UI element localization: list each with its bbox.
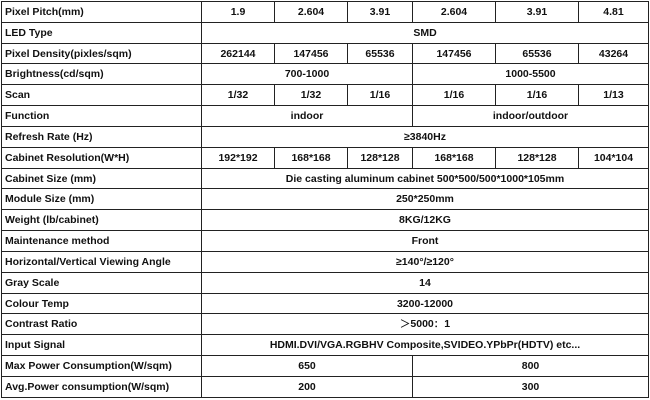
spec-value: 250*250mm bbox=[202, 189, 649, 210]
spec-value: 1/16 bbox=[413, 85, 496, 106]
spec-label: Cabinet Resolution(W*H) bbox=[2, 147, 202, 168]
spec-value: 1/13 bbox=[579, 85, 649, 106]
spec-row bbox=[2, 189, 649, 210]
spec-value: 3200-12000 bbox=[202, 293, 649, 314]
spec-row bbox=[2, 126, 649, 147]
spec-label: Contrast Ratio bbox=[2, 314, 202, 335]
spec-value: 14 bbox=[202, 272, 649, 293]
spec-value: 800 bbox=[413, 356, 649, 377]
spec-value: ＞5000：1 bbox=[202, 314, 649, 335]
spec-row bbox=[2, 147, 649, 168]
spec-row bbox=[2, 64, 649, 85]
spec-value: 147456 bbox=[413, 43, 496, 64]
spec-row bbox=[2, 251, 649, 272]
spec-value: 700-1000 bbox=[202, 64, 413, 85]
spec-label: Function bbox=[2, 106, 202, 127]
spec-value: 300 bbox=[413, 376, 649, 397]
spec-row bbox=[2, 2, 649, 23]
spec-value: 8KG/12KG bbox=[202, 210, 649, 231]
spec-value: 650 bbox=[202, 356, 413, 377]
spec-label: Colour Temp bbox=[2, 293, 202, 314]
spec-value: 1/32 bbox=[275, 85, 348, 106]
spec-value: 1/16 bbox=[496, 85, 579, 106]
spec-value: indoor/outdoor bbox=[413, 106, 649, 127]
spec-value: 168*168 bbox=[275, 147, 348, 168]
spec-row bbox=[2, 293, 649, 314]
spec-value: 2.604 bbox=[275, 2, 348, 23]
spec-value: 3.91 bbox=[348, 2, 413, 23]
spec-value: 262144 bbox=[202, 43, 275, 64]
spec-label: Module Size (mm) bbox=[2, 189, 202, 210]
spec-value: 1.9 bbox=[202, 2, 275, 23]
spec-row bbox=[2, 210, 649, 231]
spec-row bbox=[2, 22, 649, 43]
spec-value: 200 bbox=[202, 376, 413, 397]
spec-row bbox=[2, 231, 649, 252]
spec-label: Maintenance method bbox=[2, 231, 202, 252]
spec-row bbox=[2, 168, 649, 189]
spec-value: 168*168 bbox=[413, 147, 496, 168]
spec-label: Input Signal bbox=[2, 335, 202, 356]
spec-label: Weight (lb/cabinet) bbox=[2, 210, 202, 231]
spec-value: 4.81 bbox=[579, 2, 649, 23]
spec-value: 128*128 bbox=[348, 147, 413, 168]
spec-value: 65536 bbox=[348, 43, 413, 64]
spec-label: Pixel Pitch(mm) bbox=[2, 2, 202, 23]
spec-row bbox=[2, 43, 649, 64]
spec-value: indoor bbox=[202, 106, 413, 127]
spec-value: 128*128 bbox=[496, 147, 579, 168]
spec-row bbox=[2, 272, 649, 293]
spec-value: HDMI.DVI/VGA.RGBHV Composite,SVIDEO.YPbPr(HDTV) etc... bbox=[202, 335, 649, 356]
spec-row bbox=[2, 106, 649, 127]
spec-label: Brightness(cd/sqm) bbox=[2, 64, 202, 85]
spec-label: Max Power Consumption(W/sqm) bbox=[2, 356, 202, 377]
spec-value: Die casting aluminum cabinet 500*500/500*1000*105mm bbox=[202, 168, 649, 189]
spec-value: 43264 bbox=[579, 43, 649, 64]
spec-label: Pixel Density(pixles/sqm) bbox=[2, 43, 202, 64]
spec-value: 1000-5500 bbox=[413, 64, 649, 85]
spec-value: 1/32 bbox=[202, 85, 275, 106]
spec-label: LED Type bbox=[2, 22, 202, 43]
spec-value: 65536 bbox=[496, 43, 579, 64]
spec-label: Gray Scale bbox=[2, 272, 202, 293]
spec-label: Cabinet Size (mm) bbox=[2, 168, 202, 189]
spec-label: Refresh Rate (Hz) bbox=[2, 126, 202, 147]
spec-table bbox=[1, 1, 649, 398]
spec-label: Horizontal/Vertical Viewing Angle bbox=[2, 251, 202, 272]
spec-label: Avg.Power consumption(W/sqm) bbox=[2, 376, 202, 397]
spec-value: 104*104 bbox=[579, 147, 649, 168]
spec-value: 2.604 bbox=[413, 2, 496, 23]
spec-label: Scan bbox=[2, 85, 202, 106]
spec-row bbox=[2, 85, 649, 106]
spec-row bbox=[2, 314, 649, 335]
spec-value: SMD bbox=[202, 22, 649, 43]
spec-value: 3.91 bbox=[496, 2, 579, 23]
spec-value: 192*192 bbox=[202, 147, 275, 168]
spec-value: ≥3840Hz bbox=[202, 126, 649, 147]
spec-row bbox=[2, 356, 649, 377]
spec-value: Front bbox=[202, 231, 649, 252]
spec-row bbox=[2, 335, 649, 356]
spec-row bbox=[2, 376, 649, 397]
spec-value: ≥140°/≥120° bbox=[202, 251, 649, 272]
spec-value: 1/16 bbox=[348, 85, 413, 106]
spec-table-body bbox=[2, 2, 649, 398]
spec-value: 147456 bbox=[275, 43, 348, 64]
